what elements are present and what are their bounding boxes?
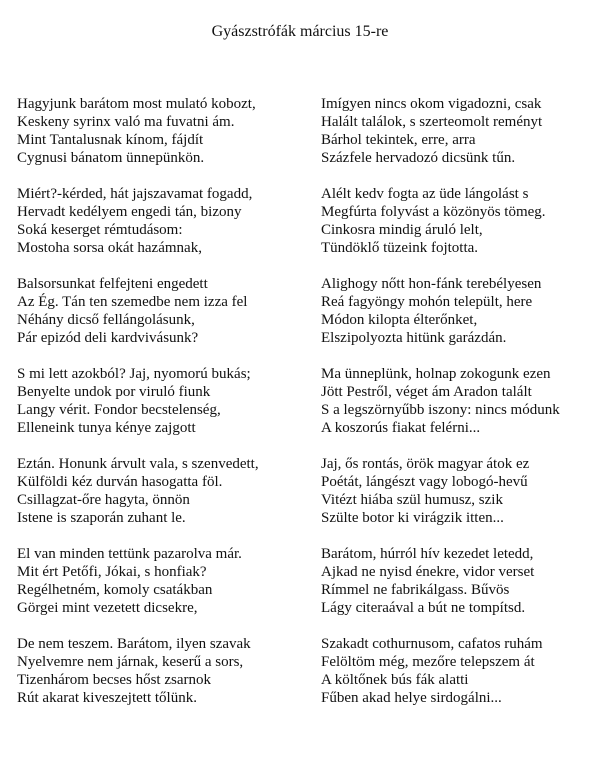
- stanza: [321, 455, 596, 527]
- poem-line: Reá fagyöngy mohón települt, here: [321, 294, 533, 310]
- poem-line: Soká keserget rémtudásom:: [17, 222, 183, 238]
- poem-line: Poétát, lángészt vagy lobogó-hevű: [321, 474, 528, 490]
- poem-line: Fűben akad helye sirdogálni...: [321, 690, 502, 706]
- poem-line: Jött Pestről, véget ám Aradon talált: [321, 384, 532, 400]
- poem-line: Szakadt cothurnusom, cafatos ruhám: [321, 636, 543, 652]
- poem-line: Csillagzat-őre hagyta, önnön: [17, 492, 190, 508]
- poem-line: Vitézt hiába szül humusz, szik: [321, 492, 503, 508]
- poem-line: Imígyen nincs okom vigadozni, csak: [321, 96, 542, 112]
- poem-line: Regélhetném, komoly csatákban: [17, 582, 213, 598]
- poem-line: S mi lett azokból? Jaj, nyomorú bukás;: [17, 366, 251, 382]
- poem-line: Rímmel ne fabrikálgass. Bűvös: [321, 582, 510, 598]
- stanza: [321, 95, 596, 167]
- poem-line: Barátom, húrról hív kezedet letedd,: [321, 546, 534, 562]
- stanza: [321, 185, 596, 257]
- poem-line: Jaj, ős rontás, örök magyar átok ez: [321, 456, 530, 472]
- poem-line: Miért?-kérded, hát jajszavamat fogadd,: [17, 186, 253, 202]
- poem-line: Alélt kedv fogta az üde lángolást s: [321, 186, 529, 202]
- poem-line: Módon kilopta élterőnket,: [321, 312, 478, 328]
- poem-line: S a legszörnyűbb iszony: nincs módunk: [321, 402, 560, 418]
- poem-line: Néhány dicső fellángolásunk,: [17, 312, 195, 328]
- poem-line: Langy vérit. Fondor becstelenség,: [17, 402, 221, 418]
- poem-line: Mostoha sorsa okát hazámnak,: [17, 240, 202, 256]
- stanza: [17, 185, 312, 257]
- poem-line: A költőnek bús fák alatti: [321, 672, 469, 688]
- poem-line: Szülte botor ki virágzik itten...: [321, 510, 504, 526]
- poem-line: Pár epizód deli kardvivásunk?: [17, 330, 199, 346]
- poem-line: Eztán. Honunk árvult vala, s szenvedett,: [17, 456, 259, 472]
- poem-line: Felöltöm még, mezőre telepszem át: [321, 654, 535, 670]
- poem-line: Az Ég. Tán ten szemedbe nem izza fel: [17, 294, 248, 310]
- poem-line: Külföldi kéz durván hasogatta föl.: [17, 474, 223, 490]
- stanza: [17, 365, 312, 437]
- poem-title: Gyászstrófák március 15-re: [211, 23, 389, 40]
- poem-line: Tündöklő tüzeink fojtotta.: [321, 240, 479, 256]
- poem-line: Alighogy nőtt hon-fánk terebélyesen: [321, 276, 542, 292]
- stanza: [321, 365, 596, 437]
- poem-line: Lágy citeraával a bút ne tompítsd.: [321, 600, 526, 616]
- stanza: [17, 545, 312, 617]
- poem-line: Cinkosra mindig áruló lelt,: [321, 222, 483, 238]
- poem-line: Ma ünneplünk, holnap zokogunk ezen: [321, 366, 551, 382]
- poem-line: Százfele hervadozó dicsünk tűn.: [321, 150, 516, 166]
- poem-line: De nem teszem. Barátom, ilyen szavak: [17, 636, 251, 652]
- stanza: [17, 275, 312, 347]
- right-column: [321, 95, 596, 725]
- left-column: [17, 95, 312, 725]
- poem-line: Tizenhárom becses hőst zsarnok: [17, 672, 211, 688]
- poem-line: Istene is szaporán zuhant le.: [17, 510, 186, 526]
- poem-line: Benyelte undok por viruló fiunk: [17, 384, 211, 400]
- stanza: [17, 455, 312, 527]
- poem-line: Cygnusi bánatom ünnepünkön.: [17, 150, 205, 166]
- stanza: [321, 545, 596, 617]
- poem-line: Megfúrta folyvást a közönyös tömeg.: [321, 204, 546, 220]
- poem-line: Bárhol tekintek, erre, arra: [321, 132, 476, 148]
- stanza: [321, 635, 596, 707]
- poem-line: Hervadt kedélyem engedi tán, bizony: [17, 204, 242, 220]
- poem-line: Mit ért Petőfi, Jókai, s honfiak?: [17, 564, 207, 580]
- poem-line: Mint Tantalusnak kínom, fájdít: [17, 132, 204, 148]
- poem-line: Rút akarat kiveszejtett tőlünk.: [17, 690, 197, 706]
- poem-line: A koszorús fiakat felérni...: [321, 420, 481, 436]
- poem-line: Halált találok, s szerteomolt reményt: [321, 114, 543, 130]
- poem-line: Görgei mint vezetett dicsekre,: [17, 600, 198, 616]
- poem-line: Hagyjunk barátom most mulató kobozt,: [17, 96, 256, 112]
- poem-line: Nyelvemre nem járnak, keserű a sors,: [17, 654, 244, 670]
- poem-line: Ajkad ne nyisd énekre, vidor verset: [321, 564, 535, 580]
- stanza: [321, 275, 596, 347]
- poem-line: Elszipolyozta hitünk garázdán.: [321, 330, 507, 346]
- poem-line: Balsorsunkat felfejteni engedett: [17, 276, 208, 292]
- stanza: [17, 95, 312, 167]
- stanza: [17, 635, 312, 707]
- poem-line: El van minden tettünk pazarolva már.: [17, 546, 242, 562]
- poem-line: Elleneink tunya kénye zajgott: [17, 420, 196, 436]
- poem-line: Keskeny syrinx való ma fuvatni ám.: [17, 114, 235, 130]
